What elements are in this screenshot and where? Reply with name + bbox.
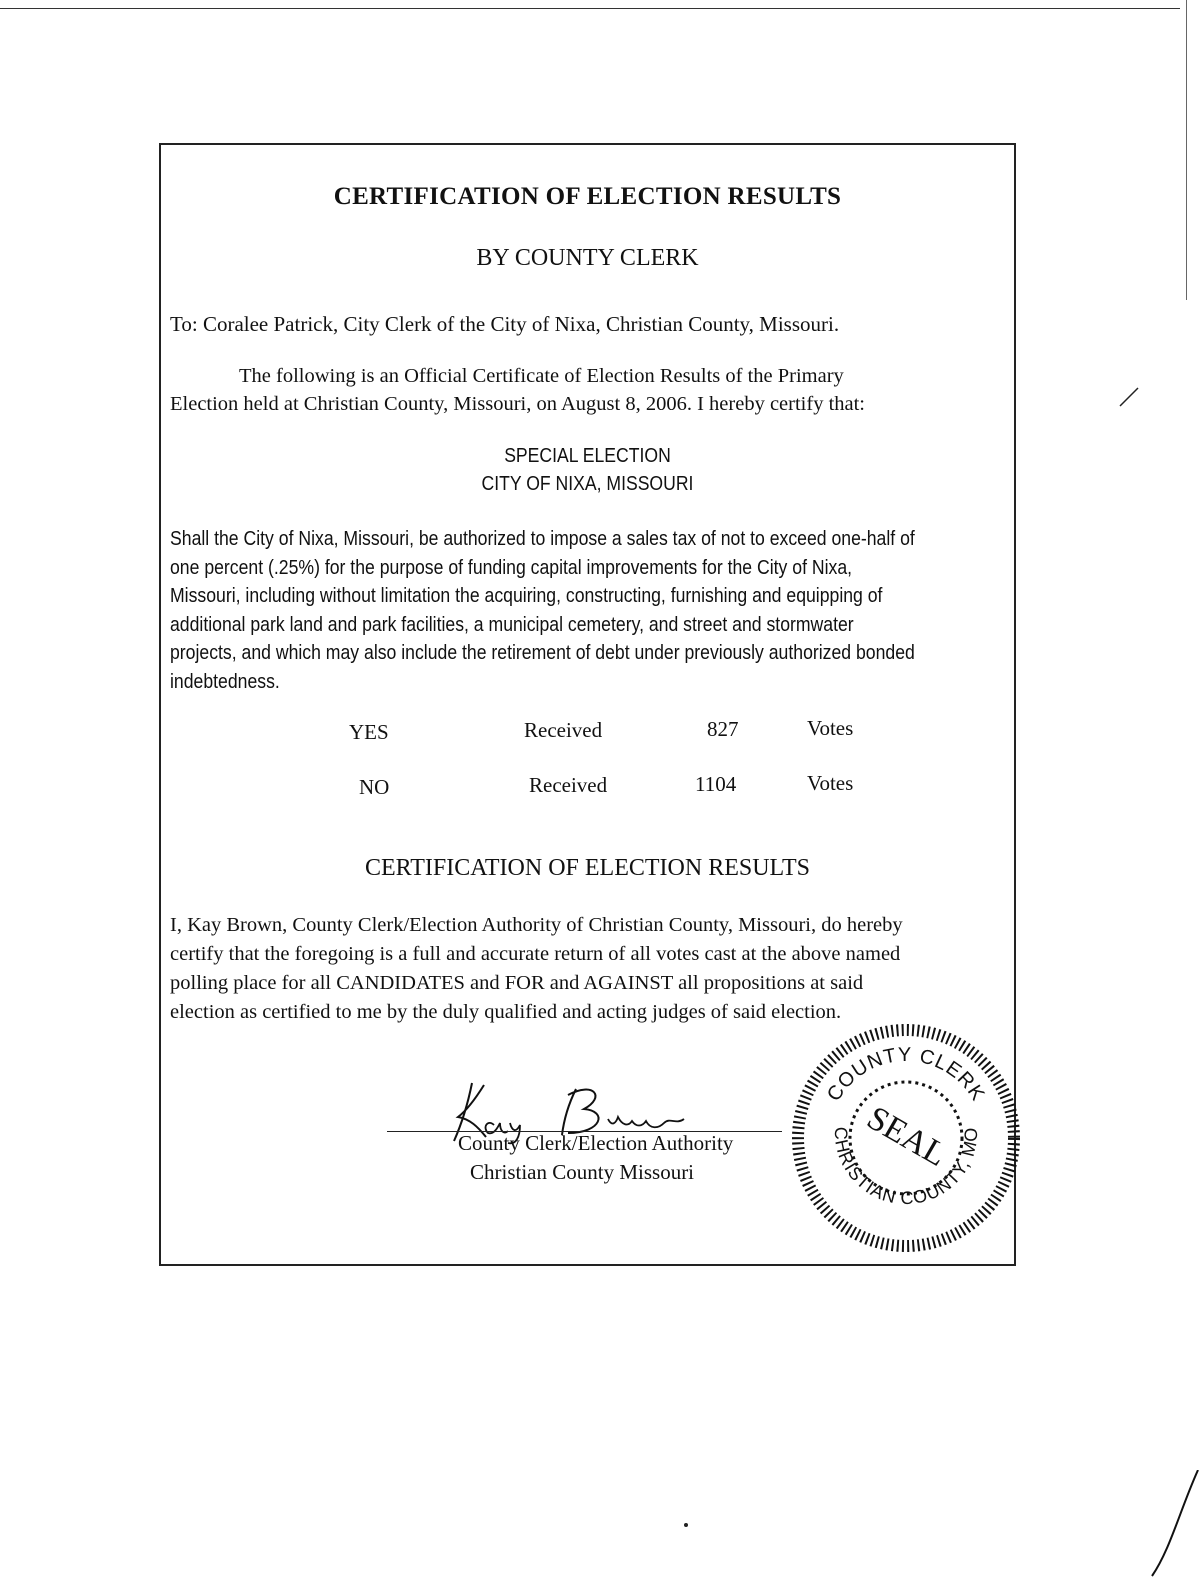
question-line: Missouri, including without limitation the acquiring, constructing, furnishing and equipping of (170, 584, 883, 607)
ballot-question (170, 525, 1036, 696)
scan-corner-mark (1150, 1470, 1200, 1578)
certification-line: I, Kay Brown, County Clerk/Election Authority of Christian County, Missouri, do hereby (170, 914, 903, 936)
intro-line-1: The following is an Official Certificate of Election Results of the Primary (239, 365, 844, 387)
certification-line: election as certified to me by the duly qualified and acting judges of said election. (170, 1001, 842, 1023)
question-line: indebtedness. (170, 669, 280, 693)
signer-location: Christian County Missouri (470, 1160, 695, 1184)
election-heading-2: CITY OF NIXA, MISSOURI (481, 473, 694, 495)
question-line: Shall the City of Nixa, Missouri, be authorized to impose a sales tax of not to exceed one-half of (170, 527, 915, 550)
result-yes-verb: Received (524, 718, 603, 742)
result-yes-unit: Votes (807, 716, 854, 740)
addressee-line: To: Coralee Patrick, City Clerk of the City of Nixa, Christian County, Missouri. (170, 312, 840, 336)
seal-top-text: COUNTY CLERK (822, 1043, 990, 1106)
result-yes-count: 827 (707, 717, 739, 741)
certification-heading: CERTIFICATION OF ELECTION RESULTS (364, 855, 811, 881)
result-no-choice: NO (359, 775, 390, 799)
document-subtitle: BY COUNTY CLERK (476, 245, 699, 271)
seal-bottom-text: CHRISTIAN COUNTY, MO (830, 1126, 982, 1209)
certificate-frame (159, 143, 1016, 1266)
election-heading-1: SPECIAL ELECTION (504, 445, 671, 467)
signer-title: County Clerk/Election Authority (458, 1131, 734, 1155)
stray-pen-mark (1118, 386, 1140, 408)
certification-line: certify that the foregoing is a full and accurate return of all votes cast at the above named (170, 943, 901, 965)
scan-edge-top (0, 8, 1180, 9)
certification-statement (170, 911, 903, 1027)
document-title: CERTIFICATION OF ELECTION RESULTS (333, 183, 842, 210)
scan-edge-right (1186, 0, 1187, 300)
result-no-count: 1104 (695, 772, 737, 796)
seal-center-text: SEAL (860, 1099, 953, 1174)
county-seal-stamp (791, 1023, 1021, 1253)
stray-dot (684, 1523, 688, 1527)
question-line: additional park land and park facilities, a municipal cemetery, and street and stormwater (170, 612, 854, 636)
certification-line: polling place for all CANDIDATES and FOR and AGAINST all propositions at said (170, 972, 864, 994)
question-line: projects, and which may also include the retirement of debt under previously authorized bonded (170, 641, 915, 664)
question-line: one percent (.25%) for the purpose of funding capital improvements for the City of Nixa, (170, 555, 853, 579)
result-yes-choice: YES (349, 720, 389, 744)
intro-line-2: Election held at Christian County, Missouri, on August 8, 2006. I hereby certify that: (170, 393, 865, 415)
result-no-unit: Votes (807, 771, 854, 795)
result-no-verb: Received (529, 773, 608, 797)
